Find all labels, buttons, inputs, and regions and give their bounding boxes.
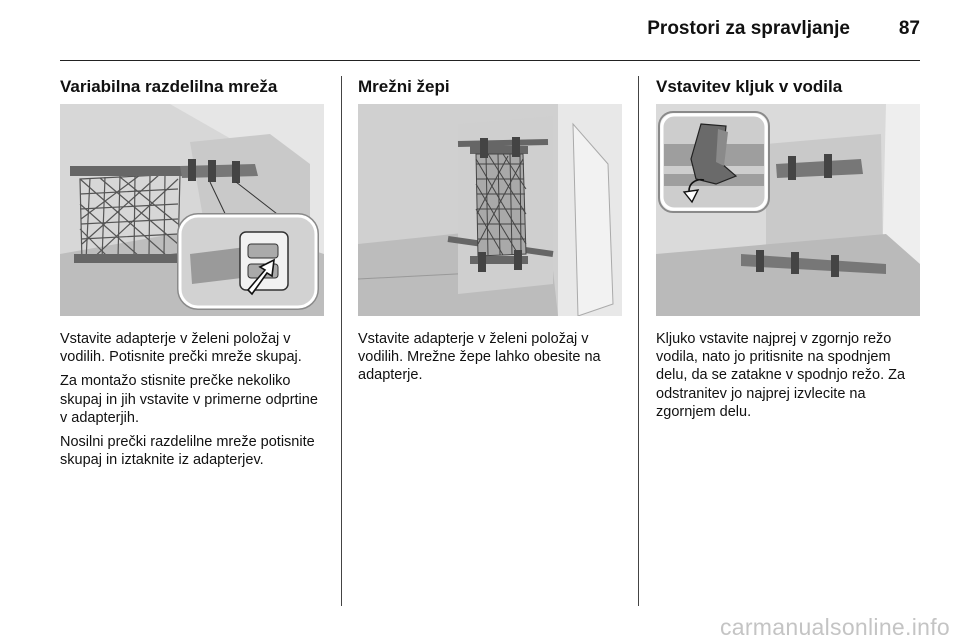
paragraph: Vstavite adapterje v želeni položaj v vodilih. Potisnite prečki mreže skupaj. [60,331,302,366]
paragraph: Vstavite adapterje v želeni položaj v vodilih. Mrežne žepe lahko obesite na adapterje. [358,331,601,384]
section-heading: Variabilna razdelilna mreža [60,77,278,96]
column-net-pockets [358,74,622,391]
section-title: Prostori za spravljanje [647,18,850,39]
section-heading: Vstavitev kljuk v vodila [656,77,843,96]
hook-rail-illustration [656,104,920,316]
column-divider [638,76,639,606]
column-hooks-in-rails [656,74,920,427]
watermark-text: carmanualsonline.info [719,614,950,640]
paragraph: Za montažo stisnite prečke nekoliko skupaj in jih vstavite v primerne odprtine v adapterjih. [60,373,318,426]
net-pocket-illustration [358,104,622,316]
page-number: 87 [898,18,920,39]
paragraph: Nosilni prečki razdelilne mreže potisnite skupaj in iztaknite iz adapterjev. [60,434,315,469]
paragraph: Kljuko vstavite najprej v zgornjo režo vodila, nato jo pritisnite na spodnjem delu, da se zatakne v spodnjo režo. Za odstranitev jo najprej izvlecite na zgornjem delu. [656,331,906,420]
section-heading: Mrežni žepi [358,77,450,96]
divider-net-illustration [60,104,324,316]
column-divider [341,76,342,606]
header-rule [60,60,920,61]
column-divider-net [60,74,324,475]
